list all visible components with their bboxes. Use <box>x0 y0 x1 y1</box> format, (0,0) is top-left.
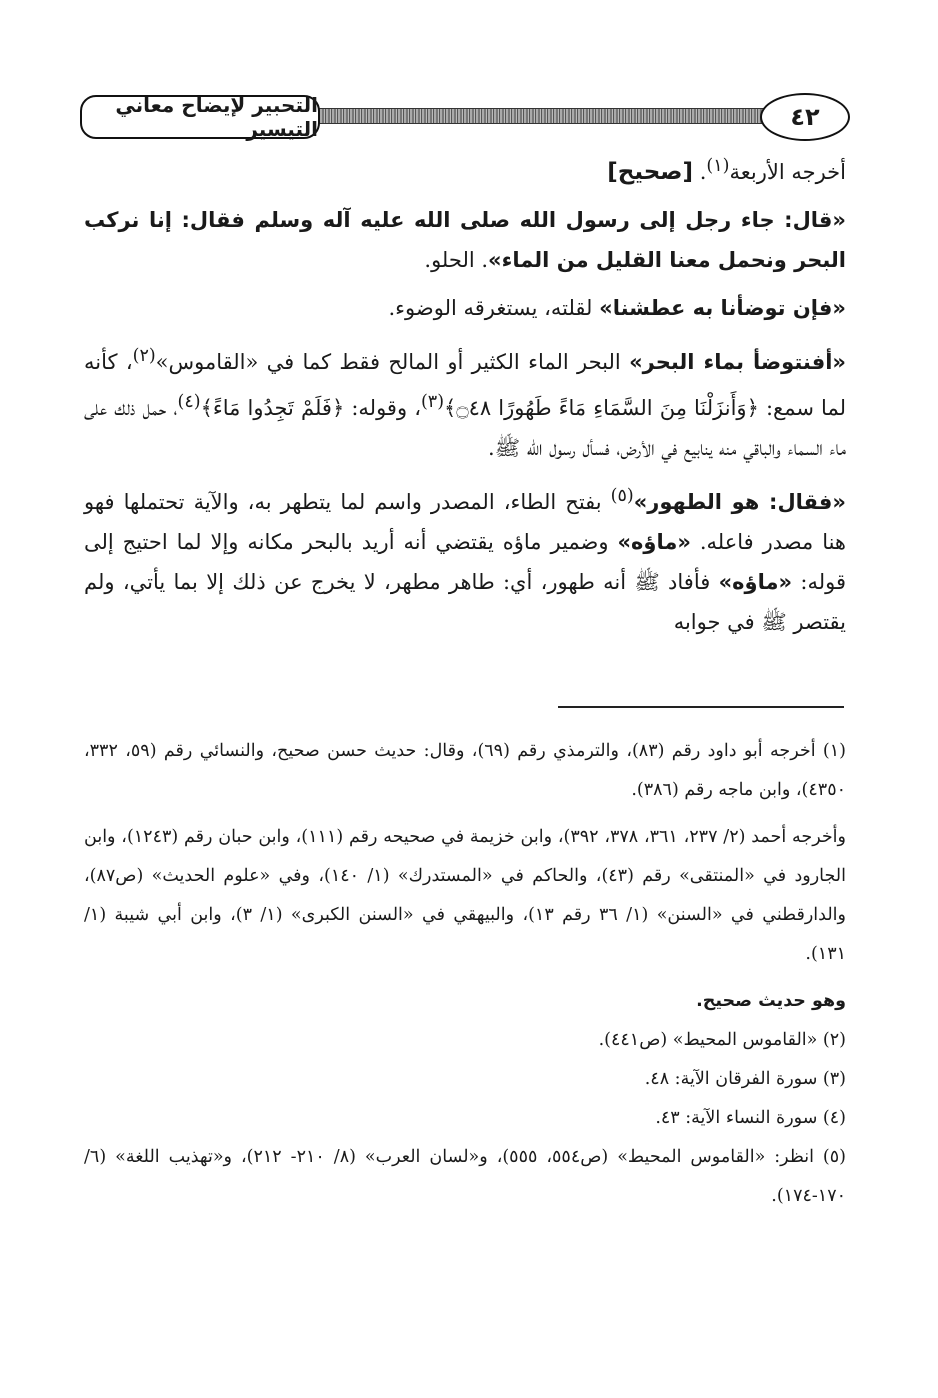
footnote: وأخرجه أحمد (٢/ ٢٣٧، ٣٦١، ٣٧٨، ٣٩٢)، وابن خزيمة في صحيحه رقم (١١١)، وابن حبان رقم (١٢٤٣)، وابن الجارود في «المنتقى» رقم (٤٣)، والحاكم في «المستدرك» (١/ ١٤٠)، وفي «علوم الحديث» (ص٨٧)، والدارقطني في «السنن» (١/ ٣٦ رقم ١٣)، والبيهقي في «السنن الكبرى» (١/ ٣)، وابن أبي شيبة (١/ ١٣١). <box>84 827 846 964</box>
paragraph <box>84 200 846 280</box>
main-text <box>84 146 846 642</box>
footnote-ref: (١) <box>706 156 730 176</box>
paragraph <box>84 288 846 328</box>
text: وضمير ماؤه يقتضي أنه أريد بالبحر مكانه وإلا لما احتيج إلى قوله: <box>84 530 846 594</box>
text: ، كأنه لما سمع: ﴿وَأَنزَلْنَا مِنَ السَّمَاءِ مَاءً طَهُورًا ۝٤٨﴾ <box>84 350 846 420</box>
footnote-ref: (٤) <box>177 392 201 412</box>
page-header <box>80 92 850 144</box>
hadith-quote: «فإن توضأنا به عطشنا» <box>599 296 846 320</box>
footnote-ref: (٢) <box>132 346 156 366</box>
text: لقلته، يستغرقه الوضوء. <box>388 296 600 320</box>
text: . <box>699 160 707 184</box>
footnote-separator <box>558 706 844 708</box>
hadith-quote: «فقال: هو الطهور» <box>633 490 846 514</box>
hadith-quote: «ماؤه» <box>617 530 691 554</box>
footnote: (٥) انظر: «القاموس المحيط» (ص٥٥٤، ٥٥٥)، و«لسان العرب» (٨/ ٢١٠- ٢١٢)، و«تهذيب اللغة» (٦/ ١٧٠-١٧٤). <box>84 1147 846 1206</box>
hadith-grade: [صحيح] <box>607 159 694 185</box>
header-decorative-band <box>310 108 780 124</box>
text: ، وقوله: ﴿فَلَمْ تَجِدُوا مَاءً﴾ <box>200 396 421 420</box>
page-number: ٤٢ <box>760 93 850 141</box>
text: ، حمل ذلك على ماء السماء والباقي منه ينابيع في الأرض، فسأل رسول الله ﷺ. <box>84 396 846 460</box>
footnote: (١) أخرجه أبو داود رقم (٨٣)، والترمذي رقم (٦٩)، وقال: حديث حسن صحيح، والنسائي رقم (٥٩، ٣٣٢، ٤٣٥٠)، وابن ماجه رقم (٣٨٦). <box>84 741 846 800</box>
text: أخرجه الأربعة <box>729 160 846 184</box>
hadith-quote: «قال: جاء رجل إلى رسول الله صلى الله عليه آله وسلم فقال: إنا نركب البحر ونحمل معنا القليل من الماء» <box>84 208 846 272</box>
text: البحر الماء الكثير أو المالح فقط كما في «القاموس» <box>155 350 630 374</box>
hadith-quote: «ماؤه» <box>718 570 793 594</box>
text: . الحلو. <box>424 248 489 272</box>
text: بفتح الطاء، المصدر واسم لما يتطهر به، والآية تحتملها فهو هنا مصدر فاعله. <box>84 490 846 554</box>
footnote: (٤) سورة النساء الآية: ٤٣. <box>655 1108 846 1128</box>
footnote: (٢) «القاموس المحيط» (ص٤٤١). <box>598 1030 846 1050</box>
text: فأفاد ﷺ أنه طهور، أي: طاهر مطهر، لا يخرج عن ذلك إلا بما يأتي، ولم يقتصر ﷺ في جوابه <box>84 570 846 634</box>
paragraph <box>84 336 846 468</box>
book-title: التحبير لإيضاح معاني التيسير <box>80 95 320 139</box>
footnote-ref: (٣) <box>420 392 445 412</box>
footnote: (٣) سورة الفرقان الآية: ٤٨. <box>644 1069 846 1089</box>
hadith-quote: «أفنتوضأ بماء البحر» <box>629 350 846 374</box>
paragraph <box>84 476 846 642</box>
paragraph <box>84 146 846 192</box>
footnote <box>84 982 846 1021</box>
footnote-ref: (٥) <box>610 486 634 506</box>
footnotes <box>84 732 846 1216</box>
footnote-grade: وهو حديث صحيح. <box>696 991 846 1011</box>
